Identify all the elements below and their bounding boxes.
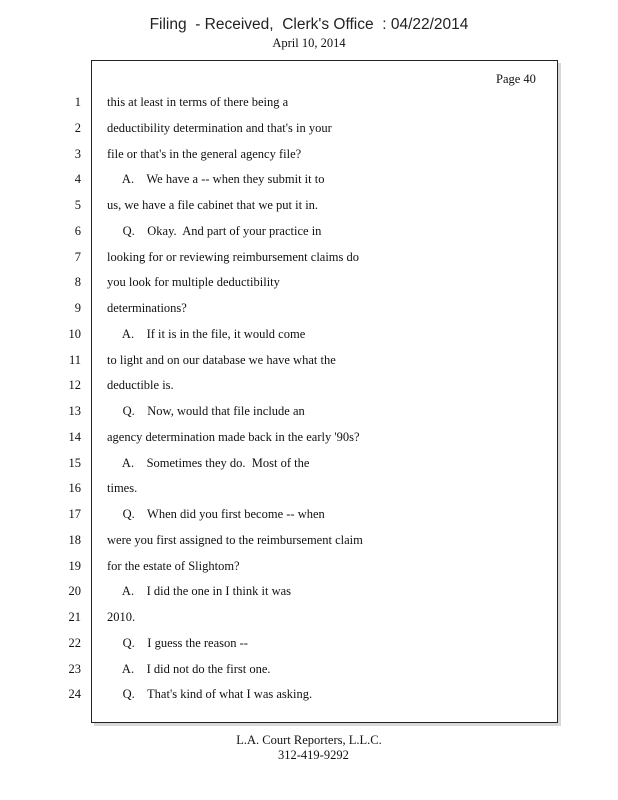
line-text: deductible is. xyxy=(107,378,174,393)
line-text: 2010. xyxy=(107,610,136,624)
transcript-line xyxy=(0,633,618,653)
line-text: us, we have a file cabinet that we put it in. xyxy=(107,198,319,212)
line-text: Q. I guess the reason -- xyxy=(107,635,248,650)
line-number: 14 xyxy=(68,429,81,444)
transcript-line xyxy=(0,478,618,498)
line-number: 15 xyxy=(68,455,81,470)
transcript-line xyxy=(0,504,618,524)
transcript-line xyxy=(0,607,618,627)
line-text: times. xyxy=(107,481,138,496)
transcript-line xyxy=(0,221,618,241)
line-text: Q. Okay. And part of your practice in xyxy=(107,223,322,238)
line-text: Q. Now, would that file include an xyxy=(107,404,305,418)
line-number: 4 xyxy=(74,172,81,187)
line-number: 18 xyxy=(68,532,81,547)
line-text: for the estate of Slightom? xyxy=(107,558,240,573)
line-number: 19 xyxy=(68,558,81,573)
transcript-line xyxy=(0,401,618,421)
line-number: 9 xyxy=(74,301,81,315)
line-number: 6 xyxy=(74,223,81,238)
line-text: A. Sometimes they do. Most of the xyxy=(107,455,310,470)
transcript-line xyxy=(0,581,618,601)
line-text: this at least in terms of there being a xyxy=(107,95,289,109)
line-text: you look for multiple deductibility xyxy=(107,275,280,290)
line-number: 16 xyxy=(68,481,81,496)
line-number: 8 xyxy=(74,275,81,290)
filing-stamp-header: Filing - Received, Clerk's Office : 04/22/2014 xyxy=(149,16,469,33)
line-number: 13 xyxy=(68,404,81,418)
deposition-date: April 10, 2014 xyxy=(272,36,346,50)
page-number: Page 40 xyxy=(496,72,536,86)
transcript-line xyxy=(0,118,618,138)
transcript-line xyxy=(0,272,618,292)
line-text: A. We have a -- when they submit it to xyxy=(107,172,325,187)
line-text: Q. That's kind of what I was asking. xyxy=(107,687,313,702)
line-number: 17 xyxy=(68,507,81,521)
line-number: 20 xyxy=(68,584,81,599)
transcript-line xyxy=(0,530,618,550)
line-text: A. I did not do the first one. xyxy=(107,661,271,676)
line-text: file or that's in the general agency file? xyxy=(107,146,302,161)
transcript-line xyxy=(0,247,618,267)
line-number: 3 xyxy=(74,146,81,161)
transcript-line xyxy=(0,92,618,112)
transcript-line xyxy=(0,453,618,473)
transcript-line xyxy=(0,144,618,164)
transcript-line xyxy=(0,169,618,189)
line-number: 5 xyxy=(74,198,81,212)
transcript-line xyxy=(0,556,618,576)
transcript-line xyxy=(0,375,618,395)
line-text: Q. When did you first become -- when xyxy=(107,507,325,521)
court-reporter-name: L.A. Court Reporters, L.L.C. xyxy=(236,733,382,747)
line-number: 2 xyxy=(74,120,81,135)
line-number: 7 xyxy=(74,249,81,264)
line-text: to light and on our database we have what the xyxy=(107,352,336,367)
line-text: A. If it is in the file, it would come xyxy=(107,326,306,341)
transcript-line xyxy=(0,298,618,318)
line-text: were you first assigned to the reimbursement claim xyxy=(107,532,363,547)
line-number: 24 xyxy=(68,687,81,702)
transcript-line xyxy=(0,195,618,215)
line-number: 22 xyxy=(68,635,81,650)
transcript-line xyxy=(0,350,618,370)
transcript-line xyxy=(0,659,618,679)
line-number: 23 xyxy=(68,661,81,676)
transcript-line xyxy=(0,324,618,344)
transcript-line xyxy=(0,427,618,447)
line-text: determinations? xyxy=(107,301,187,315)
line-number: 10 xyxy=(68,326,81,341)
line-number: 1 xyxy=(74,95,81,109)
line-number: 11 xyxy=(68,352,81,367)
line-number: 12 xyxy=(68,378,81,393)
line-number: 21 xyxy=(68,610,81,624)
court-reporter-phone: 312-419-9292 xyxy=(278,748,349,762)
line-text: agency determination made back in the early '90s? xyxy=(107,429,360,444)
line-text: A. I did the one in I think it was xyxy=(107,584,292,599)
transcript-line xyxy=(0,684,618,704)
line-text: looking for or reviewing reimbursement claims do xyxy=(107,249,360,264)
line-text: deductibility determination and that's in your xyxy=(107,120,332,135)
